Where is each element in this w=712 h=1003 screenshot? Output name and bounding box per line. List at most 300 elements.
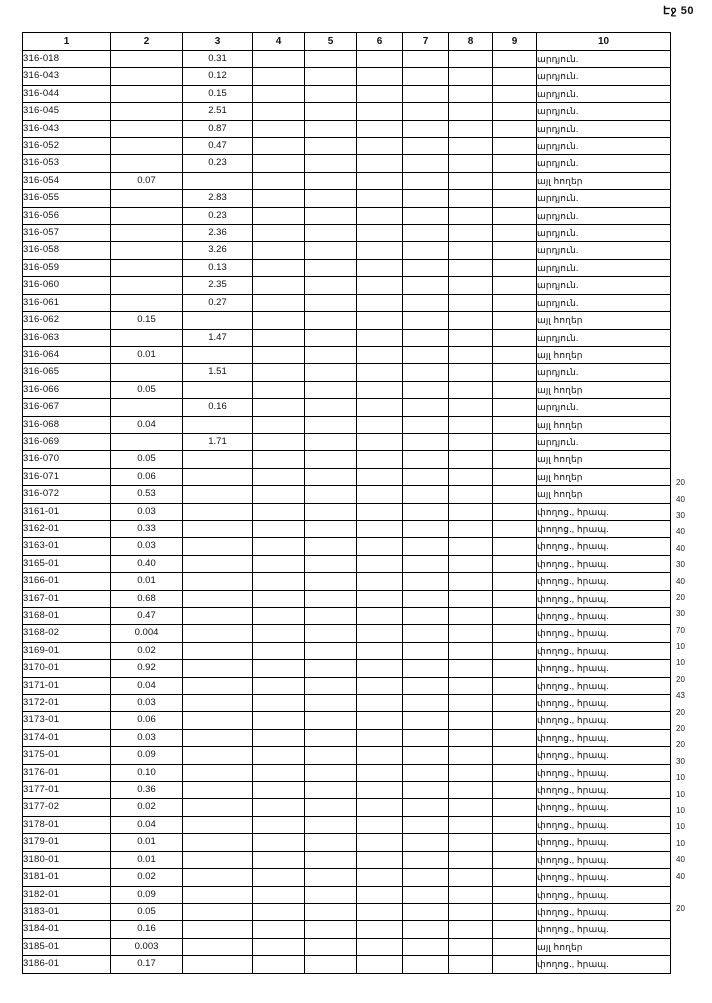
cell-empty-col5 <box>305 451 357 468</box>
table-row <box>23 642 671 659</box>
column-header-5: 5 <box>305 33 357 51</box>
margin-note: 20 <box>676 740 685 750</box>
cell-parcel-code: 316-065 <box>23 364 111 381</box>
cell-empty-col9 <box>493 51 537 68</box>
cell-empty-col8 <box>449 51 493 68</box>
cell-empty-col7 <box>403 729 449 746</box>
cell-area-col3 <box>183 381 253 398</box>
cell-empty-col9 <box>493 816 537 833</box>
cell-empty-col9 <box>493 869 537 886</box>
cell-empty-col5 <box>305 799 357 816</box>
cell-empty-col4 <box>253 381 305 398</box>
cell-parcel-code: 316-064 <box>23 346 111 363</box>
cell-empty-col8 <box>449 399 493 416</box>
table-row <box>23 938 671 955</box>
margin-note: 30 <box>676 510 685 520</box>
cell-empty-col7 <box>403 503 449 520</box>
cell-empty-col6 <box>357 503 403 520</box>
cell-empty-col8 <box>449 956 493 973</box>
cell-empty-col7 <box>403 573 449 590</box>
cell-area-col2: 0.09 <box>111 747 183 764</box>
cell-land-type: արդյուն. <box>537 294 671 311</box>
cell-empty-col9 <box>493 782 537 799</box>
cell-land-type: արդյուն. <box>537 51 671 68</box>
cell-empty-col8 <box>449 312 493 329</box>
cell-land-type: արդյուն. <box>537 120 671 137</box>
table-row <box>23 486 671 503</box>
cell-empty-col6 <box>357 642 403 659</box>
cell-empty-col9 <box>493 851 537 868</box>
cell-empty-col5 <box>305 207 357 224</box>
cell-empty-col9 <box>493 799 537 816</box>
cell-area-col2 <box>111 329 183 346</box>
margin-note <box>676 246 710 262</box>
cell-land-type: արդյուն. <box>537 277 671 294</box>
margin-note: 40 <box>676 494 685 504</box>
cell-empty-col5 <box>305 503 357 520</box>
cell-empty-col4 <box>253 903 305 920</box>
column-header-8: 8 <box>449 33 493 51</box>
cell-empty-col6 <box>357 729 403 746</box>
cell-land-type: այլ հողեր <box>537 172 671 189</box>
cell-empty-col8 <box>449 712 493 729</box>
cell-empty-col8 <box>449 486 493 503</box>
cell-parcel-code: 3180-01 <box>23 851 111 868</box>
cell-empty-col7 <box>403 782 449 799</box>
table-row <box>23 242 671 259</box>
cell-area-col3: 3.26 <box>183 242 253 259</box>
table-row <box>23 869 671 886</box>
cell-empty-col9 <box>493 503 537 520</box>
table-row <box>23 886 671 903</box>
margin-note: 20 <box>676 478 685 488</box>
cell-parcel-code: 316-056 <box>23 207 111 224</box>
cell-empty-col8 <box>449 277 493 294</box>
margin-note <box>676 459 710 475</box>
cell-area-col3: 2.35 <box>183 277 253 294</box>
cell-area-col2 <box>111 103 183 120</box>
cell-empty-col9 <box>493 573 537 590</box>
cell-empty-col7 <box>403 869 449 886</box>
cell-empty-col9 <box>493 625 537 642</box>
cell-land-type: փողոց., հրապ. <box>537 625 671 642</box>
cell-empty-col7 <box>403 451 449 468</box>
cell-parcel-code: 316-045 <box>23 103 111 120</box>
cell-land-type: փողոց., հրապ. <box>537 764 671 781</box>
cell-empty-col9 <box>493 747 537 764</box>
cell-empty-col9 <box>493 68 537 85</box>
cell-parcel-code: 316-018 <box>23 51 111 68</box>
cell-empty-col9 <box>493 329 537 346</box>
cell-empty-col6 <box>357 660 403 677</box>
cell-empty-col8 <box>449 225 493 242</box>
cell-parcel-code: 3169-01 <box>23 642 111 659</box>
cell-empty-col4 <box>253 886 305 903</box>
cell-empty-col4 <box>253 712 305 729</box>
cell-parcel-code: 316-067 <box>23 399 111 416</box>
cell-empty-col5 <box>305 903 357 920</box>
cell-empty-col7 <box>403 608 449 625</box>
cell-empty-col5 <box>305 816 357 833</box>
cell-empty-col9 <box>493 886 537 903</box>
table-row <box>23 782 671 799</box>
cell-empty-col8 <box>449 903 493 920</box>
cell-empty-col8 <box>449 938 493 955</box>
cell-area-col2: 0.02 <box>111 642 183 659</box>
cell-empty-col7 <box>403 695 449 712</box>
table-row <box>23 956 671 973</box>
cell-land-type: փողոց., հրապ. <box>537 816 671 833</box>
cell-empty-col4 <box>253 399 305 416</box>
cell-empty-col7 <box>403 903 449 920</box>
cell-land-type: արդյուն. <box>537 399 671 416</box>
cell-area-col3 <box>183 555 253 572</box>
cell-area-col3 <box>183 660 253 677</box>
cell-empty-col4 <box>253 729 305 746</box>
cell-empty-col9 <box>493 190 537 207</box>
cell-area-col3 <box>183 834 253 851</box>
cell-empty-col8 <box>449 782 493 799</box>
cell-parcel-code: 3176-01 <box>23 764 111 781</box>
cell-empty-col4 <box>253 851 305 868</box>
cell-empty-col4 <box>253 68 305 85</box>
cell-empty-col9 <box>493 120 537 137</box>
table-row <box>23 294 671 311</box>
cell-empty-col7 <box>403 764 449 781</box>
margin-note <box>676 197 710 213</box>
cell-empty-col6 <box>357 486 403 503</box>
cell-empty-col6 <box>357 555 403 572</box>
cell-empty-col6 <box>357 190 403 207</box>
cell-land-type: փողոց., հրապ. <box>537 956 671 973</box>
cell-empty-col8 <box>449 103 493 120</box>
cell-area-col3 <box>183 573 253 590</box>
table-row <box>23 120 671 137</box>
cell-empty-col4 <box>253 503 305 520</box>
cell-parcel-code: 3168-01 <box>23 608 111 625</box>
cell-empty-col8 <box>449 869 493 886</box>
cell-empty-col8 <box>449 608 493 625</box>
cell-area-col2 <box>111 120 183 137</box>
margin-note <box>676 115 710 131</box>
cell-area-col3: 2.83 <box>183 190 253 207</box>
cell-area-col2: 0.02 <box>111 869 183 886</box>
cell-empty-col5 <box>305 834 357 851</box>
margin-note <box>676 410 710 426</box>
cell-area-col3 <box>183 921 253 938</box>
table-row <box>23 51 671 68</box>
margin-note: 40 <box>676 576 685 586</box>
cell-parcel-code: 3175-01 <box>23 747 111 764</box>
cell-empty-col8 <box>449 207 493 224</box>
cell-empty-col4 <box>253 956 305 973</box>
cell-empty-col7 <box>403 120 449 137</box>
cell-parcel-code: 3172-01 <box>23 695 111 712</box>
margin-note <box>676 278 710 294</box>
cell-empty-col6 <box>357 782 403 799</box>
cell-empty-col4 <box>253 190 305 207</box>
cell-area-col2 <box>111 242 183 259</box>
cell-empty-col6 <box>357 799 403 816</box>
column-header-10: 10 <box>537 33 671 51</box>
cell-empty-col7 <box>403 799 449 816</box>
cell-empty-col9 <box>493 956 537 973</box>
land-registry-table-container <box>22 32 670 974</box>
cell-empty-col7 <box>403 155 449 172</box>
cell-empty-col7 <box>403 816 449 833</box>
cell-empty-col7 <box>403 921 449 938</box>
cell-empty-col6 <box>357 869 403 886</box>
cell-empty-col9 <box>493 103 537 120</box>
cell-empty-col4 <box>253 294 305 311</box>
cell-parcel-code: 3167-01 <box>23 590 111 607</box>
cell-empty-col7 <box>403 886 449 903</box>
cell-area-col2 <box>111 138 183 155</box>
cell-empty-col4 <box>253 677 305 694</box>
cell-empty-col8 <box>449 294 493 311</box>
cell-parcel-code: 316-044 <box>23 85 111 102</box>
cell-land-type: արդյուն. <box>537 85 671 102</box>
cell-empty-col4 <box>253 138 305 155</box>
cell-empty-col6 <box>357 155 403 172</box>
cell-empty-col8 <box>449 172 493 189</box>
margin-note: 10 <box>676 642 685 652</box>
cell-empty-col7 <box>403 660 449 677</box>
cell-empty-col5 <box>305 520 357 537</box>
cell-empty-col8 <box>449 729 493 746</box>
cell-land-type: արդյուն. <box>537 103 671 120</box>
cell-empty-col7 <box>403 416 449 433</box>
cell-parcel-code: 316-057 <box>23 225 111 242</box>
cell-area-col2: 0.01 <box>111 573 183 590</box>
cell-area-col3 <box>183 816 253 833</box>
cell-empty-col5 <box>305 85 357 102</box>
table-row <box>23 921 671 938</box>
cell-empty-col6 <box>357 207 403 224</box>
table-row <box>23 85 671 102</box>
cell-area-col2: 0.07 <box>111 172 183 189</box>
cell-area-col3 <box>183 869 253 886</box>
cell-empty-col6 <box>357 381 403 398</box>
cell-empty-col8 <box>449 259 493 276</box>
margin-note <box>676 344 710 360</box>
cell-area-col2: 0.10 <box>111 764 183 781</box>
cell-area-col3: 0.87 <box>183 120 253 137</box>
cell-area-col3: 0.31 <box>183 51 253 68</box>
cell-empty-col6 <box>357 433 403 450</box>
cell-empty-col5 <box>305 416 357 433</box>
cell-empty-col6 <box>357 938 403 955</box>
cell-empty-col5 <box>305 747 357 764</box>
cell-empty-col8 <box>449 834 493 851</box>
cell-empty-col5 <box>305 921 357 938</box>
cell-land-type: արդյուն. <box>537 225 671 242</box>
cell-empty-col9 <box>493 399 537 416</box>
cell-parcel-code: 3173-01 <box>23 712 111 729</box>
cell-area-col3 <box>183 416 253 433</box>
cell-empty-col4 <box>253 590 305 607</box>
cell-empty-col9 <box>493 677 537 694</box>
cell-area-col2 <box>111 259 183 276</box>
cell-empty-col4 <box>253 85 305 102</box>
page-number-label: Էջ 50 <box>663 5 694 17</box>
cell-empty-col9 <box>493 259 537 276</box>
cell-empty-col8 <box>449 416 493 433</box>
cell-parcel-code: 3179-01 <box>23 834 111 851</box>
cell-empty-col7 <box>403 520 449 537</box>
cell-parcel-code: 316-060 <box>23 277 111 294</box>
margin-note: 30 <box>676 560 685 570</box>
cell-parcel-code: 316-043 <box>23 120 111 137</box>
cell-empty-col6 <box>357 625 403 642</box>
cell-land-type: փողոց., հրապ. <box>537 503 671 520</box>
cell-area-col2: 0.05 <box>111 903 183 920</box>
cell-empty-col4 <box>253 834 305 851</box>
cell-empty-col4 <box>253 155 305 172</box>
margin-note: 20 <box>676 592 685 602</box>
cell-land-type: արդյուն. <box>537 259 671 276</box>
cell-area-col3: 0.47 <box>183 138 253 155</box>
cell-parcel-code: 3166-01 <box>23 573 111 590</box>
cell-land-type: փողոց., հրապ. <box>537 677 671 694</box>
table-row <box>23 799 671 816</box>
cell-empty-col4 <box>253 172 305 189</box>
cell-area-col2: 0.01 <box>111 851 183 868</box>
cell-land-type: արդյուն. <box>537 433 671 450</box>
cell-parcel-code: 3178-01 <box>23 816 111 833</box>
table-row <box>23 764 671 781</box>
cell-empty-col6 <box>357 903 403 920</box>
cell-empty-col8 <box>449 451 493 468</box>
cell-parcel-code: 316-052 <box>23 138 111 155</box>
cell-land-type: այլ հողեր <box>537 416 671 433</box>
cell-empty-col5 <box>305 433 357 450</box>
cell-empty-col4 <box>253 207 305 224</box>
margin-note: 20 <box>676 674 685 684</box>
cell-land-type: փողոց., հրապ. <box>537 851 671 868</box>
column-header-4: 4 <box>253 33 305 51</box>
cell-empty-col4 <box>253 486 305 503</box>
table-row <box>23 399 671 416</box>
cell-empty-col4 <box>253 921 305 938</box>
table-row <box>23 68 671 85</box>
cell-empty-col4 <box>253 51 305 68</box>
cell-empty-col5 <box>305 381 357 398</box>
margin-note <box>676 262 710 278</box>
cell-land-type: այլ հողեր <box>537 938 671 955</box>
table-row <box>23 608 671 625</box>
table-row <box>23 468 671 485</box>
table-row <box>23 712 671 729</box>
column-header-2: 2 <box>111 33 183 51</box>
margin-note <box>676 426 710 442</box>
margin-note: 30 <box>676 756 685 766</box>
cell-land-type: փողոց., հրապ. <box>537 729 671 746</box>
cell-area-col2: 0.09 <box>111 886 183 903</box>
cell-land-type: արդյուն. <box>537 242 671 259</box>
cell-parcel-code: 3161-01 <box>23 503 111 520</box>
cell-area-col3 <box>183 886 253 903</box>
cell-area-col3 <box>183 729 253 746</box>
cell-area-col2 <box>111 68 183 85</box>
cell-empty-col6 <box>357 538 403 555</box>
cell-empty-col8 <box>449 625 493 642</box>
cell-empty-col7 <box>403 834 449 851</box>
margin-note <box>676 164 710 180</box>
cell-empty-col5 <box>305 242 357 259</box>
cell-land-type: այլ հողեր <box>537 381 671 398</box>
cell-parcel-code: 3185-01 <box>23 938 111 955</box>
cell-empty-col8 <box>449 329 493 346</box>
cell-area-col3 <box>183 312 253 329</box>
land-registry-table <box>22 32 671 974</box>
cell-empty-col7 <box>403 538 449 555</box>
table-header-row <box>23 33 671 51</box>
cell-empty-col7 <box>403 468 449 485</box>
cell-empty-col6 <box>357 416 403 433</box>
cell-parcel-code: 3177-02 <box>23 799 111 816</box>
cell-area-col2: 0.03 <box>111 695 183 712</box>
margin-note <box>676 131 710 147</box>
cell-area-col2 <box>111 155 183 172</box>
margin-note <box>676 360 710 376</box>
cell-empty-col4 <box>253 520 305 537</box>
cell-empty-col9 <box>493 486 537 503</box>
cell-empty-col6 <box>357 921 403 938</box>
cell-area-col2: 0.16 <box>111 921 183 938</box>
cell-empty-col9 <box>493 207 537 224</box>
cell-area-col2: 0.36 <box>111 782 183 799</box>
cell-empty-col9 <box>493 364 537 381</box>
cell-empty-col6 <box>357 120 403 137</box>
cell-empty-col9 <box>493 660 537 677</box>
margin-note <box>676 328 710 344</box>
cell-empty-col8 <box>449 503 493 520</box>
cell-empty-col7 <box>403 851 449 868</box>
cell-area-col3: 1.71 <box>183 433 253 450</box>
cell-land-type: այլ հողեր <box>537 486 671 503</box>
cell-empty-col4 <box>253 120 305 137</box>
cell-land-type: այլ հողեր <box>537 468 671 485</box>
table-row <box>23 329 671 346</box>
cell-area-col2 <box>111 85 183 102</box>
cell-empty-col6 <box>357 695 403 712</box>
cell-empty-col7 <box>403 85 449 102</box>
cell-empty-col8 <box>449 555 493 572</box>
cell-empty-col9 <box>493 172 537 189</box>
cell-area-col3: 1.47 <box>183 329 253 346</box>
cell-area-col2: 0.06 <box>111 712 183 729</box>
cell-empty-col4 <box>253 364 305 381</box>
cell-empty-col4 <box>253 259 305 276</box>
cell-area-col2: 0.53 <box>111 486 183 503</box>
margin-note <box>676 295 710 311</box>
cell-land-type: արդյուն. <box>537 190 671 207</box>
cell-empty-col5 <box>305 120 357 137</box>
cell-area-col2 <box>111 399 183 416</box>
cell-empty-col5 <box>305 712 357 729</box>
cell-area-col3 <box>183 172 253 189</box>
cell-area-col3 <box>183 451 253 468</box>
cell-area-col3 <box>183 764 253 781</box>
table-row <box>23 277 671 294</box>
cell-parcel-code: 3168-02 <box>23 625 111 642</box>
cell-empty-col7 <box>403 590 449 607</box>
table-row <box>23 207 671 224</box>
cell-parcel-code: 316-062 <box>23 312 111 329</box>
cell-empty-col8 <box>449 538 493 555</box>
cell-empty-col9 <box>493 642 537 659</box>
